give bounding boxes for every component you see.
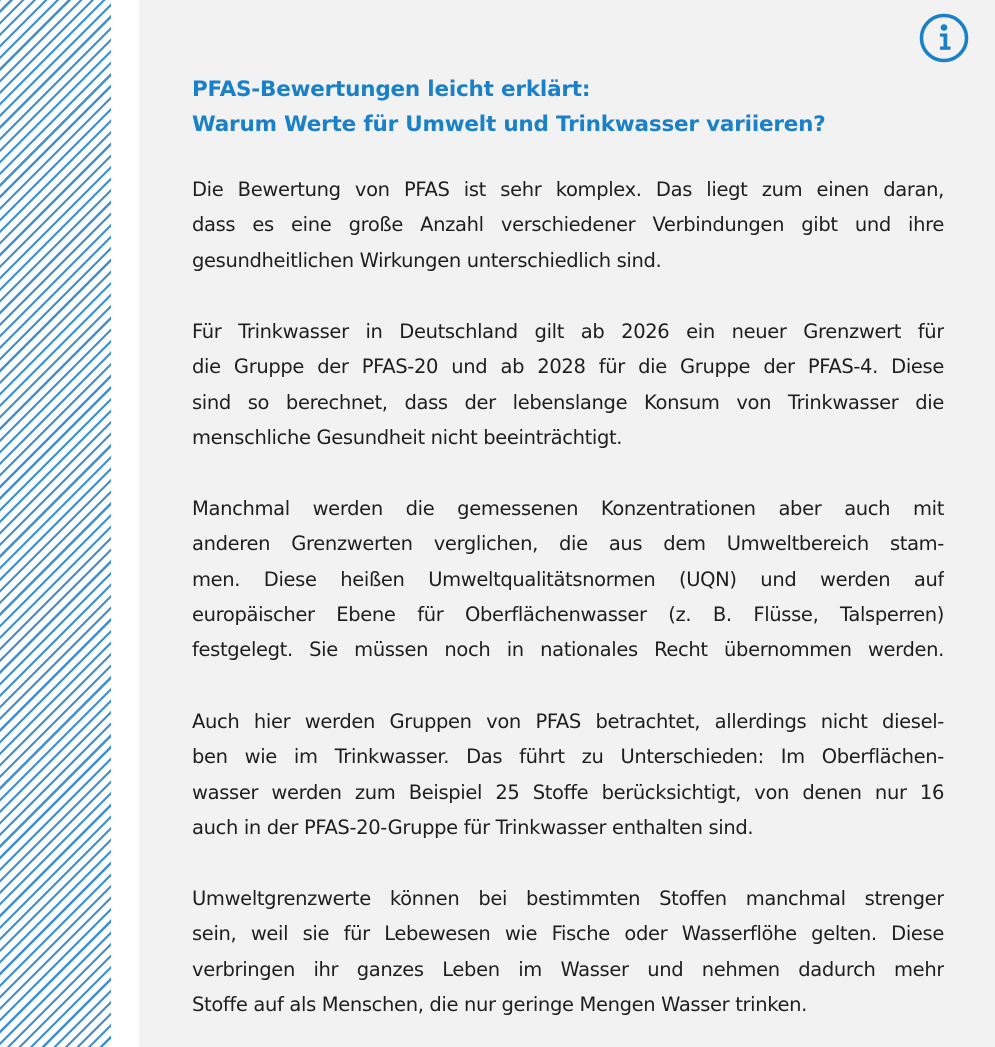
text-line: men. Diese heißen Umweltqualitätsnormen (UQN) und werden auf (192, 567, 944, 591)
text-line: Umweltgrenzwerte können bei bestimmten Stoffen manchmal strenger (192, 887, 944, 910)
paragraph-environmental-standards (192, 491, 944, 667)
text-line: anderen Grenzwerten verglichen, die aus dem Umweltbereich stam- (192, 532, 944, 556)
heading (192, 72, 952, 142)
text-line: sind so berechnet, dass der lebenslange Konsum von Trinkwasser die (192, 390, 944, 414)
text-line: dass es eine große Anzahl verschiedener Verbindungen gibt und ihre (192, 213, 944, 237)
heading-line-1: PFAS-Bewertungen leicht erklärt: (192, 77, 591, 102)
text-line: menschliche Gesundheit nicht beeinträchtigt. (192, 425, 623, 449)
text-line: auch in der PFAS-20-Gruppe für Trinkwasser enthalten sind. (192, 815, 754, 839)
heading-line-2: Warum Werte für Umwelt und Trinkwasser variieren? (192, 112, 826, 137)
decorative-stripe-band (0, 0, 111, 1047)
text-line: verbringen ihr ganzes Leben im Wasser und nehmen dadurch mehr (192, 957, 944, 981)
text-line: Stoffe auf als Menschen, die nur geringe Mengen Wasser trinken. (192, 992, 807, 1016)
text-line: wasser werden zum Beispiel 25 Stoffe berücksichtigt, von denen nur 16 (192, 780, 944, 804)
info-icon (919, 13, 969, 63)
text-line: europäischer Ebene für Oberflächenwasser (z. B. Flüsse, Talsperren) (192, 602, 944, 626)
paragraph-stricter-limits (192, 881, 944, 1022)
text-line: Manchmal werden die gemessenen Konzentrationen aber auch mit (192, 497, 944, 520)
text-line: die Gruppe der PFAS-20 und ab 2028 für die Gruppe der PFAS-4. Diese (192, 355, 944, 379)
text-line: gesundheitlichen Wirkungen unterschiedlich sind. (192, 248, 662, 272)
paragraph-drinking-water-limits (192, 314, 944, 455)
text-line: Auch hier werden Gruppen von PFAS betrachtet, allerdings nicht diesel- (192, 710, 944, 733)
text-line: festgelegt. Sie müssen noch in nationales Recht übernommen werden. (192, 638, 944, 662)
paragraph-complexity (192, 172, 944, 278)
text-line: sein, weil sie für Lebewesen wie Fische oder Wasserflöhe gelten. Diese (192, 922, 944, 946)
text-line: Die Bewertung von PFAS ist sehr komplex. Das liegt zum einen daran, (192, 178, 944, 201)
paragraph-group-differences (192, 704, 944, 845)
text-line: Für Trinkwasser in Deutschland gilt ab 2026 ein neuer Grenzwert für (192, 320, 944, 343)
margin-gap (111, 0, 139, 1047)
text-line: ben wie im Trinkwasser. Das führt zu Unterschieden: Im Oberflächen- (192, 745, 944, 769)
